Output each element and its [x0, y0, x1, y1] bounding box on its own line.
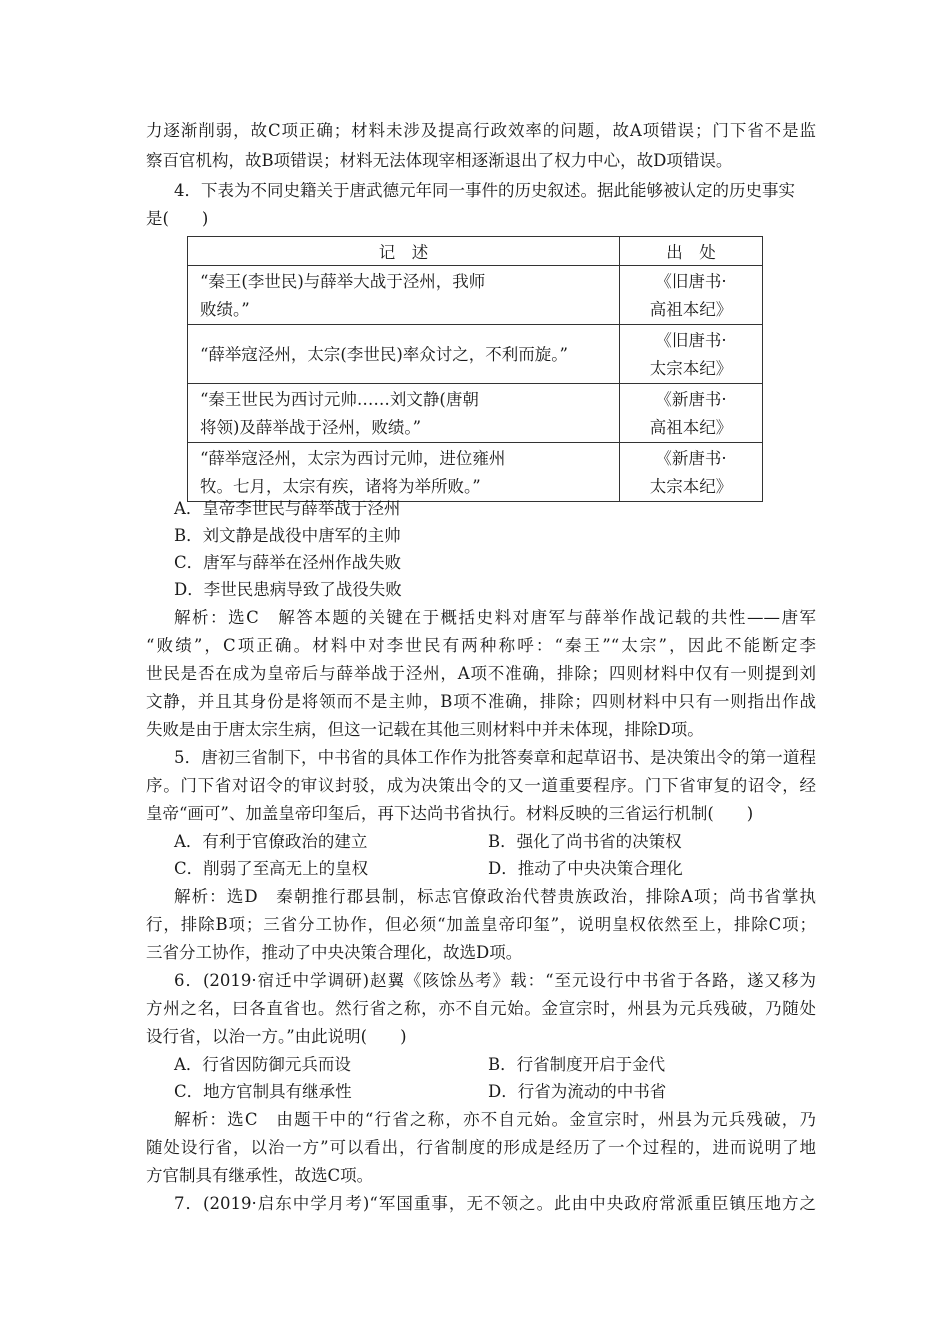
analysis-line: 行，排除B项；三省分工协作，但必须“加盖皇帝印玺”，说明皇权依然至上，排除C项； [146, 915, 816, 934]
option-b: B．行省制度开启于金代 [488, 1055, 666, 1074]
question-6-stem: 6．(2019·宿迁中学调研)赵翼《陔馀丛考》载：“至元设行中书省于各路，遂又移为 [174, 971, 816, 990]
text-line: 察百官机构，故B项错误；材料无法体现宰相逐渐退出了权力中心，故D项错误。 [146, 151, 733, 170]
question-5-stem: 序。门下省对诏令的审议封驳，成为决策出令的又一道重要程序。门下省审复的诏令，经 [146, 776, 816, 795]
question-6-stem: 设行省，以治一方。”由此说明( ) [146, 1027, 407, 1046]
record-text: “薛举寇泾州，太宗为西讨元帅，进位雍州 [200, 449, 506, 468]
record-text: “秦王(李世民)与薛举大战于泾州，我师 [200, 272, 486, 291]
analysis-line: 三省分工协作，推动了中央决策合理化，故选D项。 [146, 943, 523, 962]
analysis-line: 方官制具有继承性，故选C项。 [146, 1166, 374, 1185]
question-6-stem: 方州之名，曰各直省也。然行省之称，亦不自元始。金宣宗时，州县为元兵残破，乃随处 [146, 999, 816, 1018]
option-d: D．李世民患病导致了战役失败 [174, 580, 402, 599]
record-text: 败绩。” [200, 300, 250, 319]
analysis-line: 解析：选C 由题干中的“行省之称，亦不自元始。金宣宗时，州县为元兵残破，乃 [174, 1110, 816, 1129]
option-c: C．削弱了至高无上的皇权 [174, 859, 369, 878]
option-c: C．地方官制具有继承性 [174, 1082, 352, 1101]
source-table [187, 236, 763, 502]
source-text: 高祖本纪》 [649, 300, 733, 319]
table-header-record: 记 述 [188, 237, 620, 266]
source-text: 高祖本纪》 [649, 418, 733, 437]
question-4-stem-cont: 是( ) [146, 209, 209, 228]
record-text: “薛举寇泾州，太宗(李世民)率众讨之，不利而旋。” [200, 345, 568, 364]
record-text: 将领)及薛举战于泾州，败绩。” [200, 418, 422, 437]
question-4-stem: 4．下表为不同史籍关于唐武德元年同一事件的历史叙述。据此能够被认定的历史事实 [174, 181, 795, 200]
analysis-line: 失败是由于唐太宗生病，但这一记载在其他三则材料中并未体现，排除D项。 [146, 720, 704, 739]
record-text: “秦王世民为西讨元帅……刘文静(唐朝 [200, 390, 479, 409]
source-text: 《旧唐书· [655, 272, 727, 291]
option-c: C．唐军与薛举在泾州作战失败 [174, 553, 402, 572]
question-5-stem: 皇帝“画可”、加盖皇帝印玺后，再下达尚书省执行。材料反映的三省运行机制( ) [146, 804, 754, 823]
table-row [188, 266, 763, 325]
text-line: 力逐渐削弱，故C项正确；材料未涉及提高行政效率的问题，故A项错误；门下省不是监 [146, 121, 816, 140]
option-b: B．强化了尚书省的决策权 [488, 832, 682, 851]
option-a: A．皇帝李世民与薛举战于泾州 [174, 499, 401, 518]
table-header-source: 出 处 [620, 237, 763, 266]
analysis-line: 解析：选C 解答本题的关键在于概括史料对唐军与薛举作战记载的共性——唐军 [174, 608, 816, 627]
analysis-line: 解析：选D 秦朝推行郡县制，标志官僚政治代替贵族政治，排除A项；尚书省掌执 [174, 887, 816, 906]
source-text: 《旧唐书· [655, 331, 727, 350]
analysis-line: “败绩”，C项正确。材料中对李世民有两种称呼：“秦王”“太宗”，因此不能断定李 [146, 636, 816, 655]
question-5-stem: 5．唐初三省制下，中书省的具体工作作为批答奏章和起草诏书、是决策出令的第一道程 [174, 748, 816, 767]
analysis-line: 随处设行省，以治一方”可以看出，行省制度的形成是经历了一个过程的，进而说明了地 [146, 1138, 816, 1157]
table-row [188, 443, 763, 502]
analysis-line: 文静，并且其身份是将领而不是主帅，B项不准确，排除；四则材料中只有一则指出作战 [146, 692, 816, 711]
source-text: 《新唐书· [655, 449, 727, 468]
option-a: A．有利于官僚政治的建立 [174, 832, 368, 851]
analysis-line: 世民是否在成为皇帝后与薛举战于泾州，A项不准确，排除；四则材料中仅有一则提到刘 [146, 664, 816, 683]
option-a: A．行省因防御元兵而设 [174, 1055, 351, 1074]
source-text: 《新唐书· [655, 390, 727, 409]
option-b: B．刘文静是战役中唐军的主帅 [174, 526, 401, 545]
option-d: D．行省为流动的中书省 [488, 1082, 667, 1101]
table-row [188, 384, 763, 443]
table-row [188, 325, 763, 384]
source-text: 太宗本纪》 [649, 359, 733, 378]
record-text: 牧。七月，太宗有疾，诸将为举所败。” [200, 477, 481, 496]
option-d: D．推动了中央决策合理化 [488, 859, 683, 878]
source-text: 太宗本纪》 [649, 477, 733, 496]
question-7-stem: 7．(2019·启东中学月考)“军国重事，无不领之。此由中央政府常派重臣镇压地方之 [174, 1194, 816, 1213]
